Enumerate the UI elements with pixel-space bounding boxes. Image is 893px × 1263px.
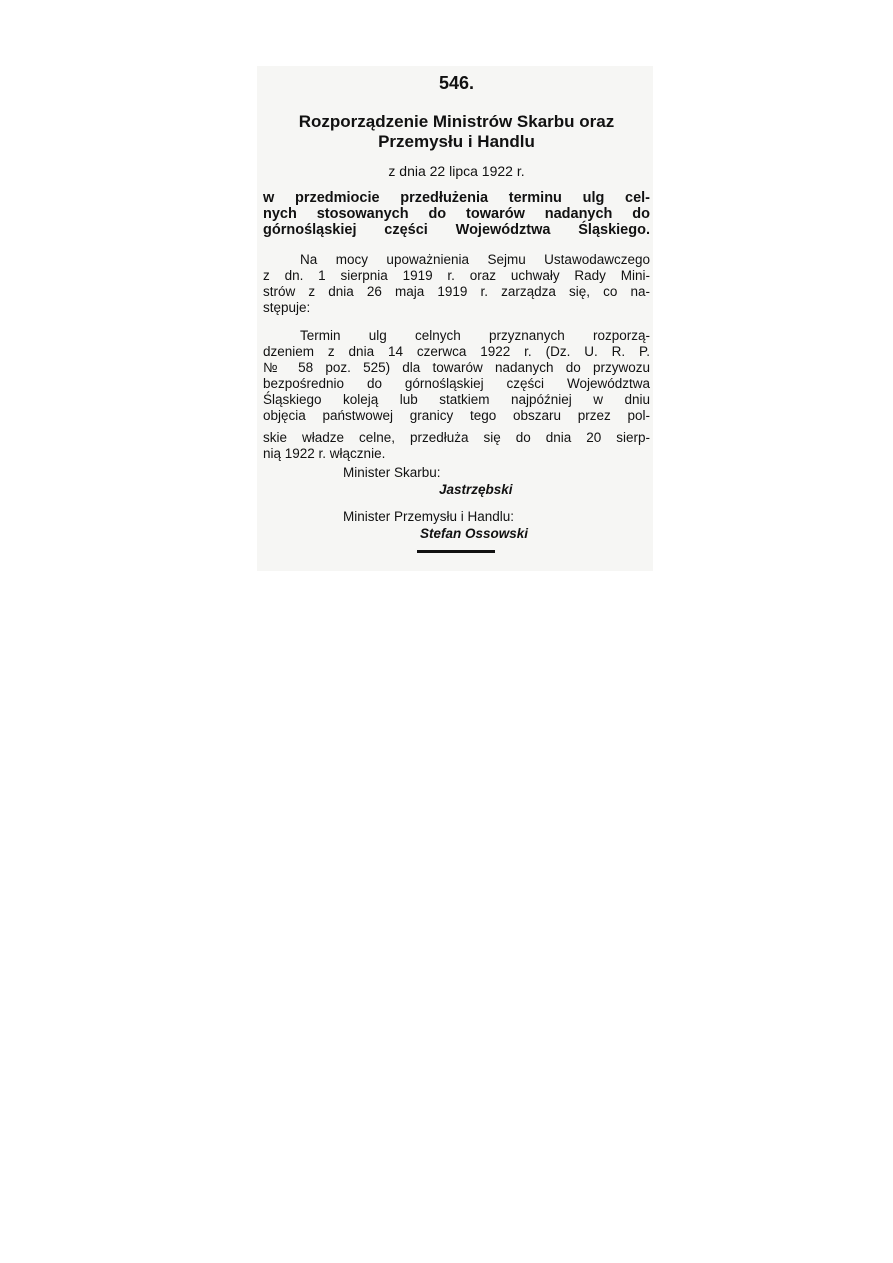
document-title (263, 112, 650, 152)
intro-paragraph (263, 252, 650, 316)
document-page (257, 66, 653, 571)
body-line: Śląskiego koleją lub statkiem najpóźniej w dniu (263, 392, 650, 407)
body-line: objęcia państwowej granicy tego obszaru przez pol- (263, 408, 650, 423)
body-line: nią 1922 r. włącznie. (263, 446, 386, 461)
body-line: Termin ulg celnych przyznanych rozporzą- (300, 328, 650, 343)
body-paragraph-continued (263, 430, 650, 462)
subject-line: górnośląskiej części Województwa Śląskiego. (263, 222, 650, 238)
signature-name: Jastrzębski (439, 482, 513, 497)
body-line: № 58 poz. 525) dla towarów nadanych do przywozu (263, 360, 650, 375)
signature-block-industry (263, 508, 650, 542)
body-line: dzeniem z dnia 14 czerwca 1922 r. (Dz. U. R. P. (263, 344, 650, 359)
signature-role: Minister Przemysłu i Handlu: (343, 509, 515, 524)
closing-rule (417, 550, 495, 553)
intro-line: strów z dnia 26 maja 1919 r. zarządza się, co na- (263, 284, 650, 299)
title-line-1: Rozporządzenie Ministrów Skarbu oraz (298, 112, 615, 131)
intro-line: Na mocy upoważnienia Sejmu Ustawodawczego (300, 252, 650, 267)
intro-line: stępuje: (263, 300, 311, 315)
body-line: skie władze celne, przedłuża się do dnia 20 sierp- (263, 430, 650, 445)
signature-name: Stefan Ossowski (420, 526, 529, 541)
signature-role: Minister Skarbu: (343, 465, 441, 480)
subject-line: nych stosowanych do towarów nadanych do (263, 206, 650, 222)
body-paragraph (263, 328, 650, 424)
body-line: bezpośrednio do górnośląskiej części Województwa (263, 376, 650, 391)
subject-line: w przedmiocie przedłużenia terminu ulg cel- (263, 190, 650, 206)
document-content (263, 72, 650, 542)
signature-block-finance (263, 464, 650, 498)
document-number: 546. (438, 73, 475, 93)
document-subject (263, 190, 650, 238)
title-line-2: Przemysłu i Handlu (378, 132, 535, 151)
intro-line: z dn. 1 sierpnia 1919 r. oraz uchwały Rady Mini- (263, 268, 650, 283)
document-date: z dnia 22 lipca 1922 r. (388, 163, 525, 179)
